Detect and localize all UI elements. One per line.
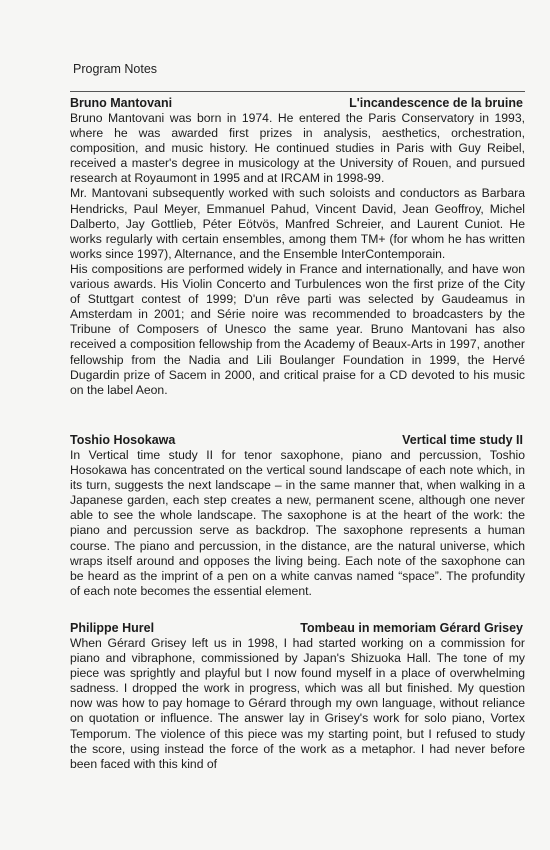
header-divider [70, 91, 525, 92]
page-title: Program Notes [73, 62, 158, 76]
paragraph: His compositions are performed widely in France and internationally, and have won various awards. His Violin Concerto and Turbulences won the first prize of the City of Stuttgart contest of 1999; D'un rêve parti was selected by Gaudeamus in Amsterdam in 2001; and Série noire was recommended to broadcasters by the Tribune of Composers of Unesco the same year. Bruno Mantovani has also received a composition fellowship from the Academy of Beaux-Arts in 1997, another fellowship from the Nadia and Lili Boulanger Foundation in 1999, the Hervé Dugardin prize of Sacem in 2000, and critical praise for a CD devoted to his music on the label Aeon. [70, 261, 525, 397]
composer-name: Toshio Hosokawa [70, 433, 176, 447]
section-hosokawa [70, 432, 525, 599]
paragraph: In Vertical time study II for tenor saxophone, piano and percussion, Toshio Hosokawa has concentrated on the vertical sound landscape of each note which, in its turn, suggests the next landscape – in the same manner that, when walking in a Japanese garden, each step creates a new, permanent scene, although one never able to see the whole landscape. The saxophone is at the heart of the work: the piano and percussion serve as backdrop. The saxophone represents a human course. The piano and percussion, in the distance, are the natural universe, which wraps itself around and opposes the living being. Each note of the saxophone can be heard as the imprint of a pen on a white canvas named “space”. The profundity of each note becomes the essential element. [70, 448, 525, 598]
section-body [70, 448, 525, 599]
section-hurel [70, 620, 525, 772]
composer-name: Bruno Mantovani [70, 96, 173, 110]
work-title: Vertical time study II [402, 433, 523, 447]
section-heading [70, 95, 525, 111]
composer-name: Philippe Hurel [70, 621, 155, 635]
section-body [70, 636, 525, 772]
work-title: Tombeau in memoriam Gérard Grisey [300, 621, 523, 635]
section-mantovani [70, 95, 525, 398]
section-heading [70, 432, 525, 448]
work-title: L'incandescence de la bruine [349, 96, 523, 110]
paragraph: When Gérard Grisey left us in 1998, I had started working on a commission for piano and vibraphone, commissioned by Japan's Shizuoka Hall. The tone of my piece was sprightly and playful but I now found myself in a place of overwhelming sadness. I dropped the work in progress, which was all but finished. My question now was how to pay homage to Gérard through my own language, without reliance on quotation or influence. The answer lay in Grisey's work for solo piano, Vortex Temporum. The violence of this piece was my starting point, but I refused to study the score, using instead the force of the work as a metaphor. I had never before been faced with this kind of [70, 636, 525, 771]
paragraph: Bruno Mantovani was born in 1974. He entered the Paris Conservatory in 1993, where he was awarded first prizes in analysis, aesthetics, orchestration, composition, and music history. He continued studies in Paris with Guy Reibel, received a master's degree in musicology at the University of Rouen, and pursued research at Royaumont in 1995 and at IRCAM in 1998-99. [70, 111, 525, 186]
section-heading [70, 620, 525, 636]
paragraph: Mr. Mantovani subsequently worked with such soloists and conductors as Barbara Hendricks, Paul Meyer, Emmanuel Pahud, Vincent David, Jean Geoffroy, Michel Dalberto, Jay Gottlieb, Péter Eötvös, Manfred Schreier, and Laurent Cuniot. He works regularly with certain ensembles, among them TM+ (for whom he has written works since 1997), Alternance, and the Ensemble InterContemporain. [70, 186, 525, 261]
section-body [70, 111, 525, 398]
